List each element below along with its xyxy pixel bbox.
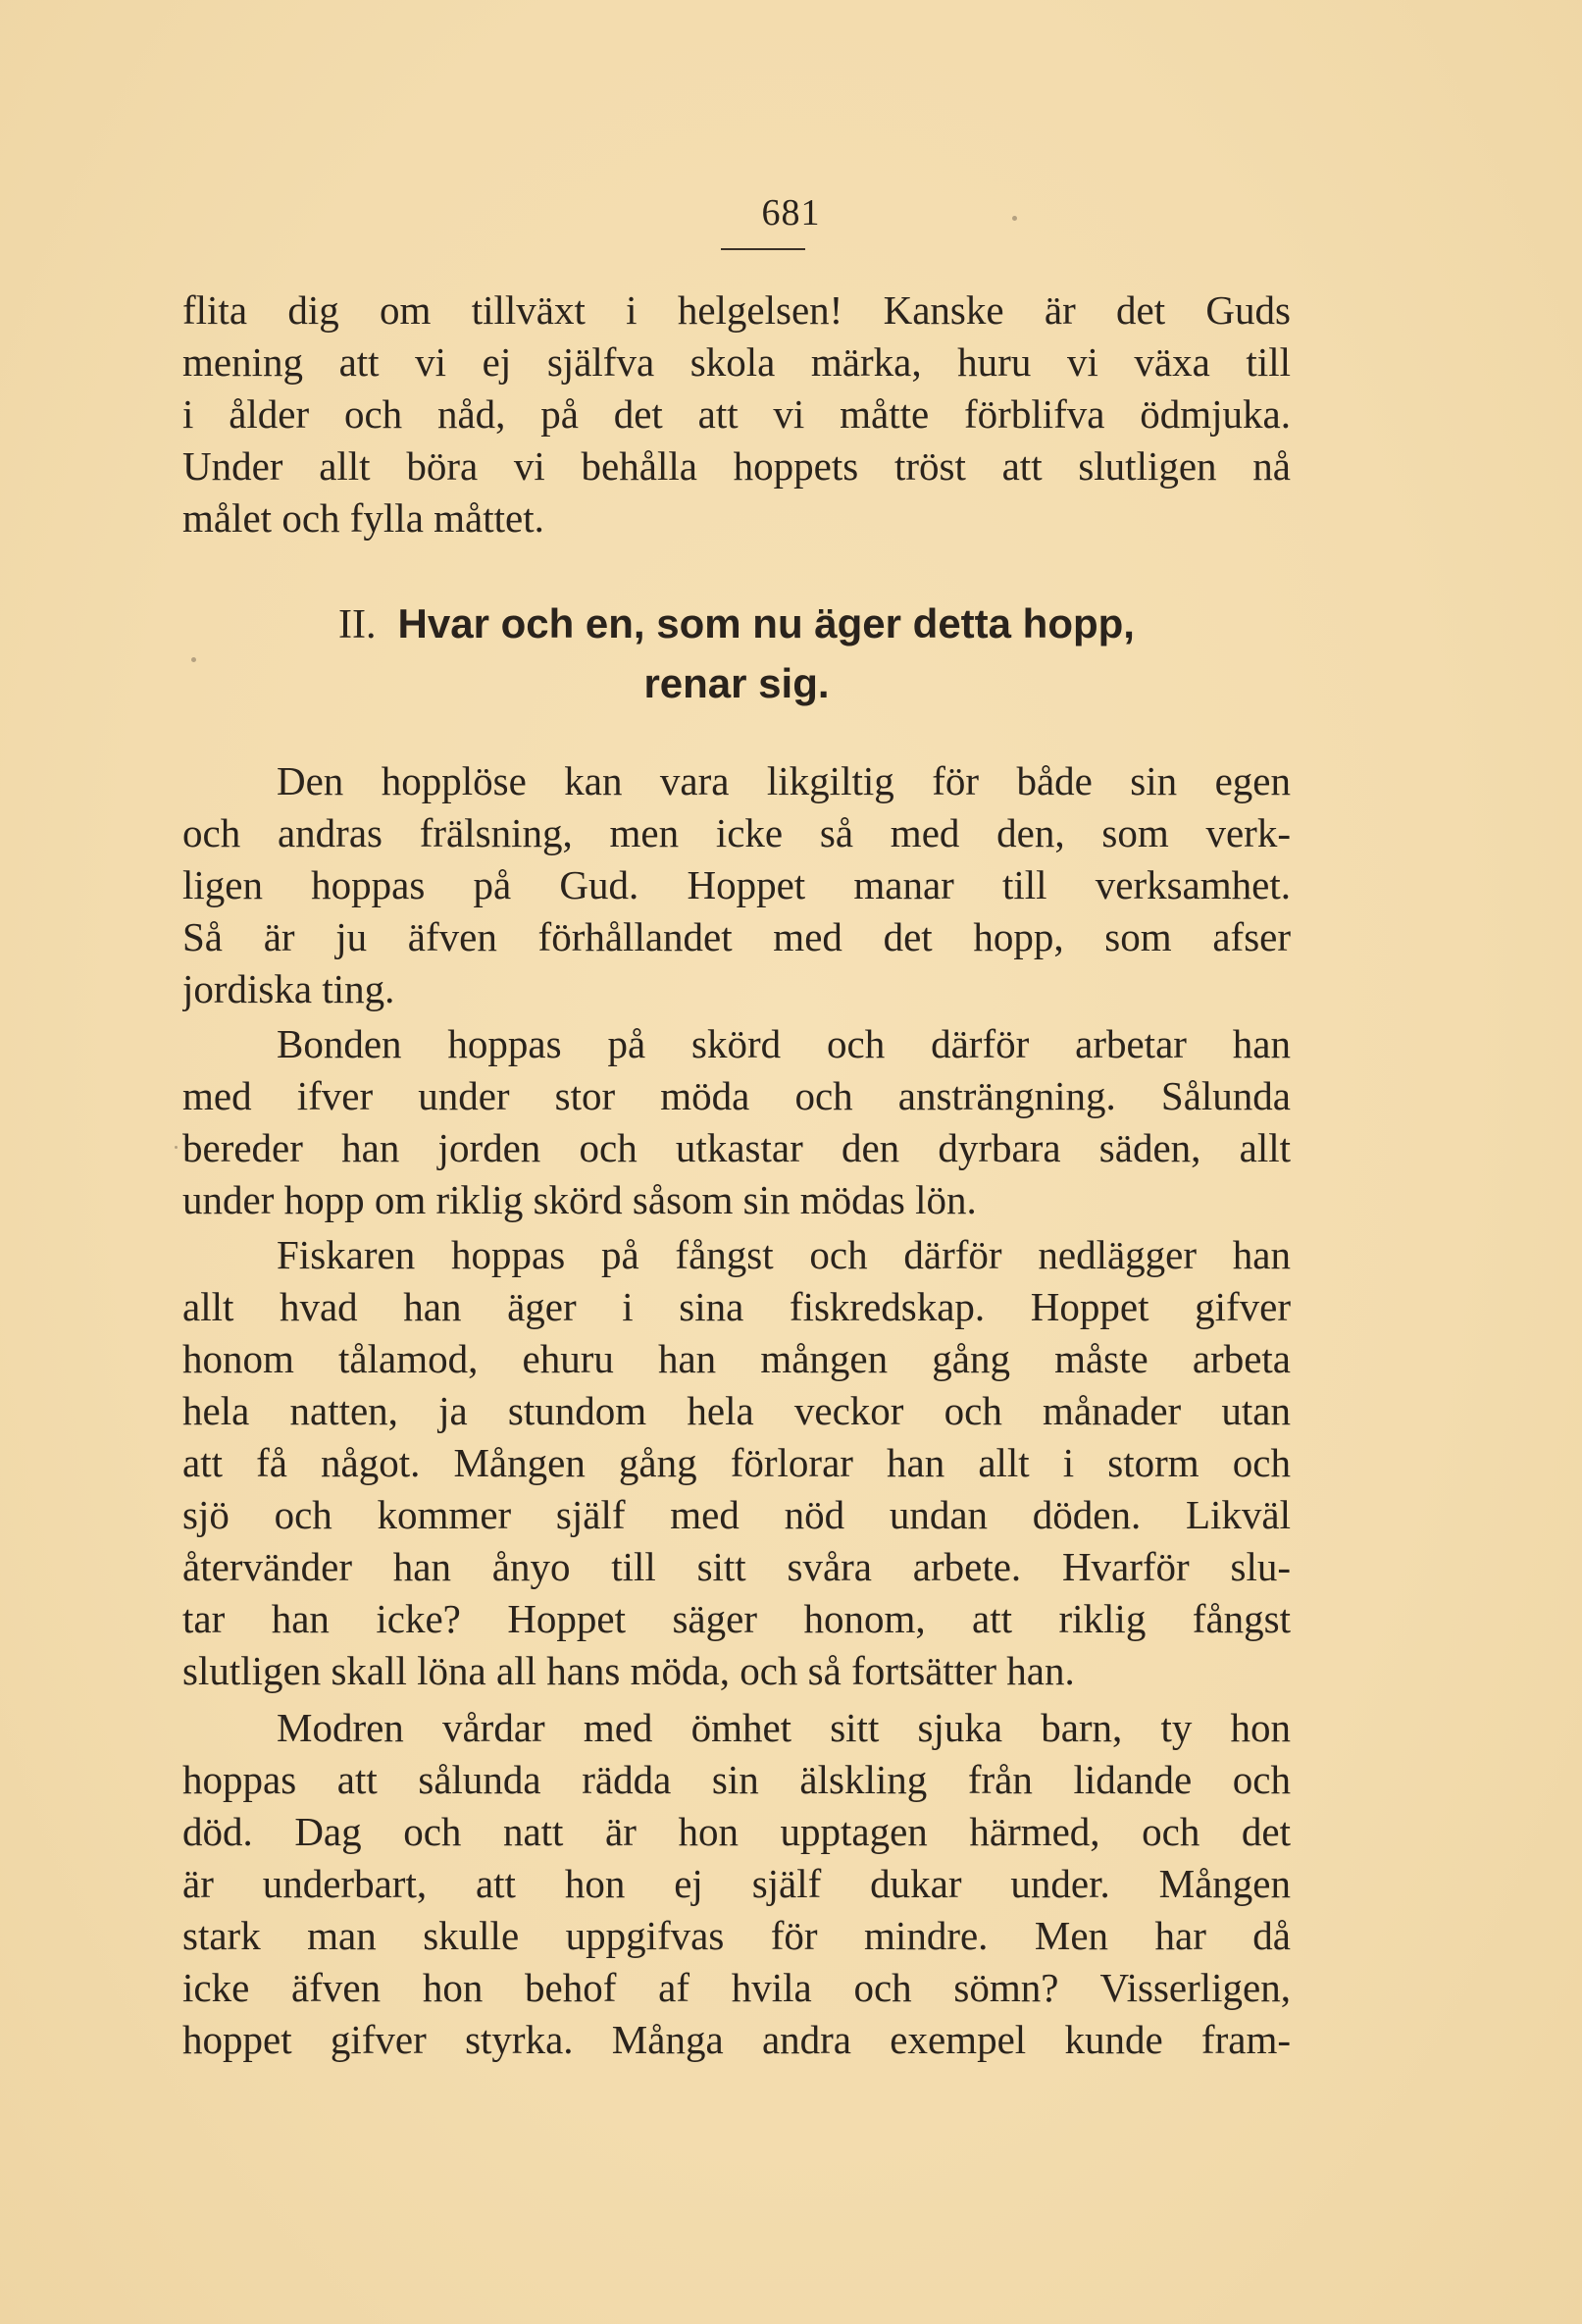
heading-line-1 xyxy=(182,594,1291,654)
heading-line-2: renar sig. xyxy=(643,660,830,706)
text-line: målet och fylla måttet. xyxy=(182,495,544,541)
text-line: hoppet gifver styrka. Många andra exempel kunde fram- xyxy=(182,2017,1291,2062)
text-line: sjö och kommer själf med nöd undan döden. Likväl xyxy=(182,1492,1291,1537)
paper-speck xyxy=(191,657,196,662)
text-line: honom tålamod, ehuru han mången gång måste arbeta xyxy=(182,1336,1291,1381)
text-line: Den hopplöse kan vara likgiltig för både sin egen xyxy=(277,758,1291,803)
text-line: är underbart, att hon ej själf dukar under. Mången xyxy=(182,1861,1291,1906)
text-line: död. Dag och natt är hon upptagen härmed, och det xyxy=(182,1809,1291,1854)
text-line: i ålder och nåd, på det att vi måtte förblifva ödmjuka. xyxy=(182,391,1291,437)
text-line: hela natten, ja stundom hela veckor och månader utan xyxy=(182,1388,1291,1433)
section-numeral: II. xyxy=(338,602,377,647)
text-line: mening att vi ej själfva skola märka, huru vi växa till xyxy=(182,339,1291,385)
text-line: tar han icke? Hoppet säger honom, att riklig fångst xyxy=(182,1596,1291,1641)
text-line: icke äfven hon behof af hvila och sömn? Visserligen, xyxy=(182,1965,1291,2010)
text-line: bereder han jorden och utkastar den dyrbara säden, allt xyxy=(182,1125,1291,1170)
text-line: under hopp om riklig skörd såsom sin mödas lön. xyxy=(182,1177,977,1222)
text-line: jordiska ting. xyxy=(182,966,395,1011)
intro-paragraph xyxy=(182,284,1291,544)
paragraph xyxy=(182,755,1291,1015)
text-line: att få något. Mången gång förlorar han allt i storm och xyxy=(182,1440,1291,1485)
text-line: Fiskaren hoppas på fångst och därför nedlägger han xyxy=(277,1232,1291,1277)
text-line: flita dig om tillväxt i helgelsen! Kanske är det Guds xyxy=(182,287,1291,333)
section-heading xyxy=(182,594,1291,713)
paper-speck xyxy=(1012,216,1017,221)
paragraph xyxy=(182,1702,1291,2066)
text-line: allt hvad han äger i sina fiskredskap. Hoppet gifver xyxy=(182,1284,1291,1329)
text-line: Så är ju äfven förhållandet med det hopp, som afser xyxy=(182,914,1291,959)
text-line: och andras frälsning, men icke så med den, som verk- xyxy=(182,810,1291,855)
page-number: 681 xyxy=(761,192,821,233)
text-line: med ifver under stor möda och ansträngning. Sålunda xyxy=(182,1073,1291,1118)
text-line: Under allt böra vi behålla hoppets tröst att slutligen nå xyxy=(182,443,1291,489)
page-number-rule xyxy=(721,248,805,250)
text-line: Modren vårdar med ömhet sitt sjuka barn, ty hon xyxy=(277,1705,1291,1750)
heading-text: Hvar och en, som nu äger detta hopp, xyxy=(397,600,1135,646)
text-line: ligen hoppas på Gud. Hoppet manar till verksamhet. xyxy=(182,862,1291,907)
text-line: återvänder han ånyo till sitt svåra arbete. Hvarför slu- xyxy=(182,1544,1291,1589)
text-line: Bonden hoppas på skörd och därför arbetar han xyxy=(277,1021,1291,1066)
paragraph xyxy=(182,1018,1291,1226)
paragraph xyxy=(182,1229,1291,1697)
text-line: slutligen skall löna all hans möda, och så fortsätter han. xyxy=(182,1648,1075,1693)
paper-speck xyxy=(175,1146,178,1149)
text-line: stark man skulle uppgifvas för mindre. Men har då xyxy=(182,1913,1291,1958)
text-line: hoppas att sålunda rädda sin älskling från lidande och xyxy=(182,1757,1291,1802)
